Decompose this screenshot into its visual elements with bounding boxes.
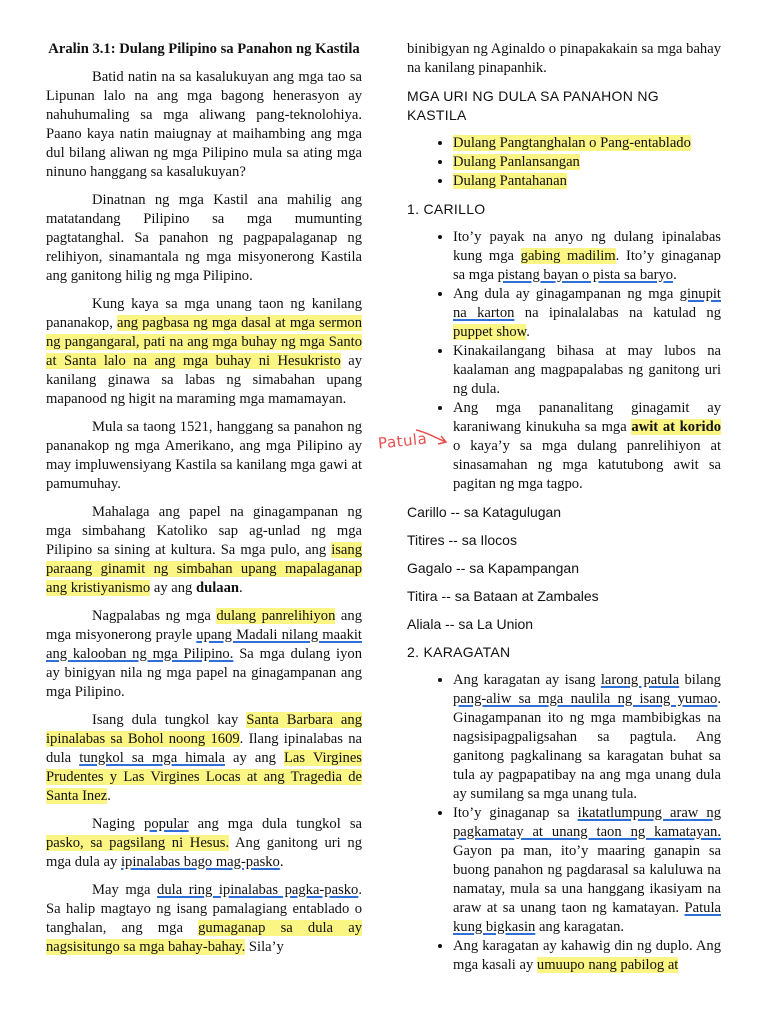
list-item xyxy=(453,228,721,285)
highlighted-text: Santa Barbara ang ipinalabas sa Bohol noong 1609 xyxy=(46,712,362,747)
regional-name: Aliala -- sa La Union xyxy=(407,616,534,632)
regional-name: Gagalo -- sa Kapampangan xyxy=(407,560,579,576)
highlighted-text: dulang panrelihiyon xyxy=(216,608,336,624)
text: Ang karagatan ay kahawig din ng duplo. Ang mga kasali ay xyxy=(453,938,721,973)
text: Isang dula tungkol kay xyxy=(92,712,247,728)
text: ang karagatan. xyxy=(535,919,625,935)
highlighted-text: gumaganap sa dula ay nagsisitungo sa mga bahay-bahay. xyxy=(46,920,362,955)
lesson-title: Aralin 3.1: Dulang Pilipino sa Panahon ng Kastila xyxy=(48,41,360,57)
karagatan-list xyxy=(407,671,721,975)
underlined-text: larong patula xyxy=(600,672,680,688)
paragraph-5 xyxy=(46,503,362,598)
annotation-arrow-icon xyxy=(414,426,450,448)
highlighted-text: Dulang Pantahanan xyxy=(453,173,567,189)
highlighted-text: pasko, sa pagsilang ni Hesus. xyxy=(46,835,230,851)
text: Ang ganitong uri ng mga dula ay xyxy=(46,835,362,870)
bold-text: dulaan xyxy=(195,580,239,596)
text: . xyxy=(526,324,530,340)
list-item xyxy=(453,671,721,804)
karagatan-heading: 2. KARAGATAN xyxy=(407,644,511,660)
handwritten-annotation: Patula xyxy=(377,429,429,453)
list-item xyxy=(453,285,721,342)
highlighted-text: ang pagbasa ng mga dasal at mga sermon ng pangangaral, pati na ang mga buhay ng mga Santo at Santa lalo na ang mga buhay ni Hesukristo xyxy=(46,315,363,369)
text: ay ang xyxy=(224,750,284,766)
text: . Ginagampanan ito ng mga mambibigkas na nagsisipagpaligsahan sa pagtula. Ang ganitong pagkalinang sa karagatan buhat sa tula ay pagpapatibay na ang mga unang dula ay sumilang sa mga unang tula. xyxy=(453,691,721,802)
paragraph-9 xyxy=(46,881,362,957)
text: . Ilang ipinalabas na dula xyxy=(46,731,362,766)
underlined-text: Patula kung bigkasin xyxy=(453,900,721,935)
text: Naging xyxy=(92,816,145,832)
regional-name: Titira -- sa Bataan at Zambales xyxy=(407,588,599,604)
text: Ang mga pananalitang ginagamit ay karaniwang kinukuha sa mga xyxy=(453,400,721,435)
underlined-text: ginupit na karton xyxy=(453,286,721,321)
highlighted-text: Dulang Panlansangan xyxy=(453,154,580,170)
paragraph-7 xyxy=(46,711,362,806)
highlighted-text: umuupo nang pabilog at xyxy=(536,957,679,973)
underlined-text: upang Madali nilang maakit ang kalooban ng mga Pilipino. xyxy=(46,627,362,662)
list-item xyxy=(453,804,721,937)
text: Sa mga dulang iyon ay binigyan nila ng mga papel na ginagampanan ang mga Pilipino. xyxy=(46,646,362,700)
highlighted-text: Dulang Pangtanghalan o Pang-entablado xyxy=(453,135,691,151)
text: May mga xyxy=(92,882,158,898)
text: ang mga misyonerong prayle xyxy=(46,608,362,643)
paragraph-1: Batid natin na sa kasalukuyan ang mga tao sa Lipunan lalo na ang mga bagong henerasyon ay nahuhumaling sa mga aliwang pang-teknolohiya. Paano kaya natin maiugnay at maihambing ang mga dul bilang aliwan ng mga Pilipino mula sa ating mga ninuno hanggang sa kasalukuyan? xyxy=(46,69,362,180)
paragraph-8 xyxy=(46,815,362,872)
list-item: • Kinakailangang bihasa at may lubos na kaalaman ang magpapalabas ng ganitong uri ng dula. xyxy=(453,342,721,399)
underlined-text: ipinalabas bago mag-pasko xyxy=(120,854,280,870)
left-column xyxy=(46,40,362,966)
list-item xyxy=(453,153,721,172)
list-item xyxy=(453,172,721,191)
types-heading: MGA URI NG DULA SA PANAHON NG KASTILA xyxy=(407,88,659,123)
underlined-text: pistang bayan o pista sa baryo xyxy=(497,267,674,283)
highlighted-text: puppet show xyxy=(453,324,527,340)
text: . Ito’y ginaganap sa mga xyxy=(453,248,721,283)
text: na ipinalalabas na katulad ng xyxy=(514,305,721,321)
bold-highlighted-text: awit at korido xyxy=(631,419,722,435)
text: Kung kaya sa mga unang taon ng kanilang pananakop, xyxy=(46,296,362,331)
list-item xyxy=(453,399,721,494)
paragraph-2: Dinatnan ng mga Kastil ana mahilig ang matatandang Pilipino sa mga mumunting pagtatanghal. Sa panahon ng pagpapalaganap ng relihiyon, sinamantala ng mga misyonerong Kastila ang ganitong hilig ng mga Pilipino. xyxy=(46,192,362,284)
underlined-text: pang-aliw sa mga naulila ng isang yumao xyxy=(453,691,718,707)
text: Ito’y ginaganap sa xyxy=(453,805,578,821)
underlined-text: ikatatlumpung araw ng pagkamatay at unang taon ng kamatayan. xyxy=(453,805,721,840)
highlighted-text: gabing madilim xyxy=(520,248,616,264)
highlighted-text: isang paraang ginamit ng simbahan upang mapalaganap ang kristiyanismo xyxy=(46,542,362,596)
text: Mahalaga ang papel na ginagampanan ng mga simbahang Katoliko sap ag-unlad ng mga Pilipino sa sining at kultura. Sa mga pulo, ang xyxy=(46,504,362,558)
paragraph-4: Mula sa taong 1521, hanggang sa panahon ng pananakop ng mga Amerikano, ang mga Pilipino ay may impluwensiyang Kastila sa kanilang mga gawi at pamumuhay. xyxy=(46,419,362,492)
list-item xyxy=(453,134,721,153)
text: . xyxy=(107,788,111,804)
underlined-text: tungkol sa mga himala xyxy=(79,750,225,766)
list-item xyxy=(453,937,721,975)
types-list xyxy=(407,134,721,191)
paragraph-3 xyxy=(46,295,362,409)
right-column xyxy=(407,40,721,984)
continued-paragraph: binibigyan ng Aginaldo o pinapakakain sa mga bahay na kanilang pinapanhik. xyxy=(407,41,721,76)
text: . xyxy=(238,580,243,596)
text: . Sa halip magtayo ng isang pamalagiang entablado o tanghalan, ang mga xyxy=(46,882,362,936)
text: bilang xyxy=(679,672,721,688)
underlined-text: dula ring ipinalabas pagka-pasko xyxy=(157,882,359,898)
regional-name: Carillo -- sa Katagulugan xyxy=(407,504,562,520)
regional-name: Titires -- sa Ilocos xyxy=(407,532,517,548)
text: Ito’y payak na anyo ng dulang ipinalabas kung mga xyxy=(453,229,721,264)
text: Ang karagatan ay isang xyxy=(453,672,601,688)
text: Sila’y xyxy=(245,939,284,955)
text: . xyxy=(279,854,284,870)
text: Ang dula ay ginagampanan ng mga xyxy=(453,286,680,302)
text: Gayon pa man, ito’y maaring ganapin sa buong panahon ng pagdarasal sa kaluluwa na namatay, mula sa una hanggang ikasiyam na araw at sa unang taon ng kamatayan. xyxy=(453,843,721,916)
text: ay kanilang ginawa sa labas ng simabahan upang mapanood ng higit na maraming mga mamamayan. xyxy=(46,353,362,407)
paragraph-6 xyxy=(46,607,362,702)
text: ay ang xyxy=(150,580,196,596)
text: Nagpalabas ng mga xyxy=(92,608,217,624)
highlighted-text: Las Virgines Prudentes y Las Virgines Locas at ang Tragedia de Santa Inez xyxy=(46,750,362,804)
carillo-heading: 1. CARILLO xyxy=(407,201,486,217)
text: o kaya’y sa mga dulang panrelihiyon at sinasamahan ng mga katutubong awit sa pagitan ng mga tagpo. xyxy=(453,438,721,492)
carillo-list xyxy=(407,228,721,494)
text: . xyxy=(673,267,677,283)
text: ang mga dula tungkol sa xyxy=(188,816,362,832)
underlined-text: popular xyxy=(144,816,189,832)
